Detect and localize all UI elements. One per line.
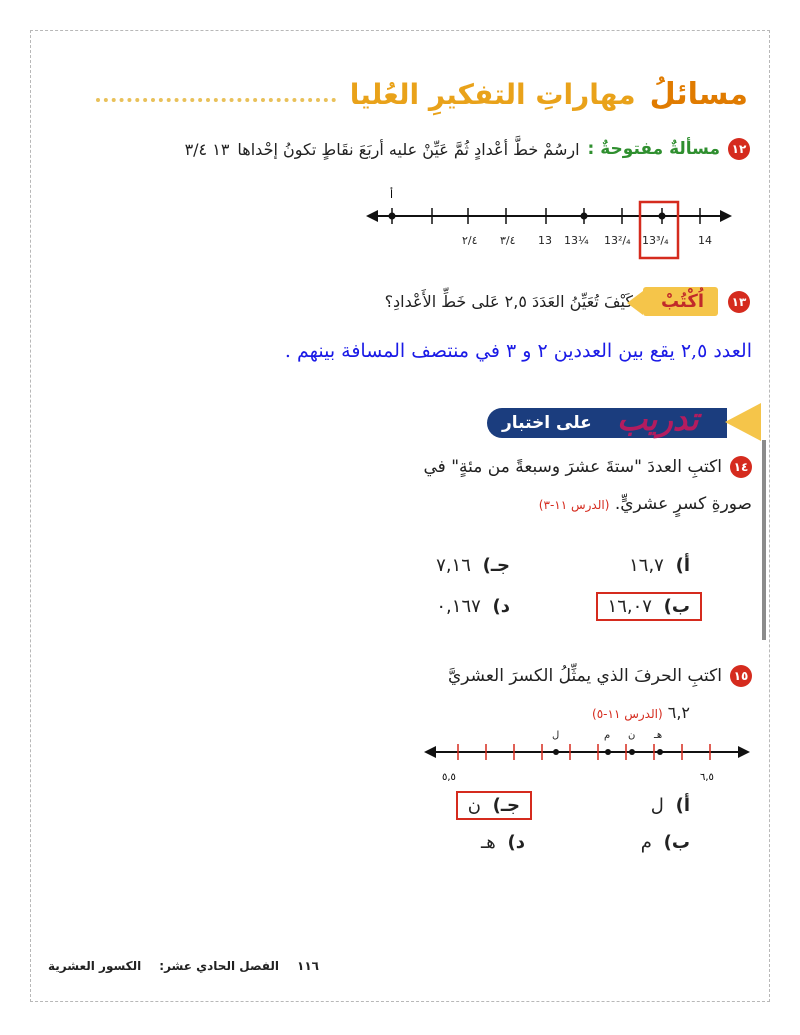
option-value: ١٦,٠٧ [607,596,652,617]
tick-label-2: 13 [538,234,552,247]
question-text: ارسُمْ خطَّ أعْدادٍ ثُمَّ عَيِّنْ عليه أربَعَ نقَاطٍ تكونُ إحْداها [237,139,580,159]
option-letter: د) [492,596,510,617]
section-mark: مسائلُ [649,77,748,112]
question-15 [407,665,752,687]
tick-label-4: 13²/₄ [604,234,631,247]
lesson-ref: (الدرس ١١-٥) [592,707,663,721]
question-text-line2: صورةِ كسرٍ عشريٍّ. [614,494,752,514]
question-14 [407,456,752,478]
handwritten-answer: العدد ٢,٥ يقع بين العددين ٢ و ٣ في منتصف المسافة بينهم . [284,340,752,362]
point-labels [552,730,662,741]
point-2 [581,213,588,220]
page-border [30,30,770,1002]
band-text: على اختبار [502,413,592,433]
right-end-label: ٦,٥ [700,772,714,783]
option-a[interactable] [629,555,690,576]
point-highlight [659,213,666,220]
option-letter: ب) [663,832,690,853]
section-heading: مهاراتِ التفكيرِ العُليا [349,78,636,111]
footer-topic: الكسور العشرية [48,959,142,973]
question-text: كَيْفَ تُعَيِّنُ العَدَدَ ٢,٥ عَلى خَطِّ الأَعْدادِ؟ [384,292,633,311]
question-number-badge: ١٤ [730,456,752,478]
question-number-badge: ١٥ [730,665,752,687]
tick-label-1: ٣/٤ [500,234,516,247]
question-heading: مسألةٌ مفتوحةٌ : [587,139,720,159]
question-number-badge: ١٢ [728,138,750,160]
top-label: أ [390,188,394,201]
write-tag: اُكْتُبْ [643,287,718,316]
arrow-right-icon [738,746,750,758]
page-footer [48,959,319,973]
band-logo: تدريب [617,400,699,438]
side-rule [762,440,766,640]
option-value: ن [467,795,481,816]
section-dotted-rule [96,98,336,102]
question-text-line1: اكتبِ العددَ "ستةَ عشرَ وسبعةً من مئةٍ" في [423,457,722,477]
point-label-l: ل [552,730,560,741]
lesson-ref: (الدرس ١١-٣) [538,498,610,512]
footer-chapter: الفصل الحادي عشر: [159,959,280,973]
option-b-selected[interactable] [596,592,702,621]
option-letter: جـ) [482,555,510,576]
band-arrow-icon [725,403,761,441]
arrow-right-icon [720,210,732,222]
option-c-selected[interactable] [456,791,532,820]
number-line-13 [360,182,740,262]
arrow-left-icon [366,210,378,222]
arrow-left-icon [424,746,436,758]
tick-label-3: 13¼ [564,234,589,247]
option-letter: جـ) [492,795,520,816]
left-end-label: ٥,٥ [442,772,456,783]
option-d[interactable] [436,596,510,617]
option-value: هـ [481,832,496,853]
option-b[interactable] [641,832,690,853]
question-14-line2 [432,494,752,514]
tick-label-5: 13³/₄ [642,234,669,247]
option-value: ١٦,٧ [629,555,664,576]
option-a[interactable] [651,795,690,816]
number-line-6 [420,728,760,788]
question-12 [90,138,750,160]
point-label-h: هـ [654,730,663,741]
section-title [96,77,748,112]
option-value: م [640,832,652,853]
tick-label-0: ٢/٤ [462,234,478,247]
q15-value-row [592,703,690,722]
page-number: ١١٦ [297,959,320,973]
question-value: ١٣ ٣/٤ [184,139,230,159]
point-label-m: م [604,730,611,741]
tick-labels [462,234,712,247]
question-value: ٦,٢ [667,703,690,722]
question-number-badge: ١٣ [728,291,750,313]
option-c[interactable] [436,555,510,576]
test-practice-band [392,400,765,444]
option-value: ل [650,795,664,816]
question-13 [90,287,750,316]
option-letter: ب) [663,596,690,617]
highlight-box [640,202,678,258]
option-letter: أ) [675,555,690,576]
question-text: اكتبِ الحرفَ الذي يمثِّلُ الكسرَ العشريَّ [447,666,722,686]
point-a [389,213,396,220]
tick-label-6: 14 [698,234,712,247]
option-value: ٧,١٦ [436,555,471,576]
option-letter: أ) [675,795,690,816]
option-letter: د) [507,832,525,853]
option-value: ٠,١٦٧ [436,596,481,617]
point-label-n: ن [628,730,636,741]
option-d[interactable] [481,832,525,853]
